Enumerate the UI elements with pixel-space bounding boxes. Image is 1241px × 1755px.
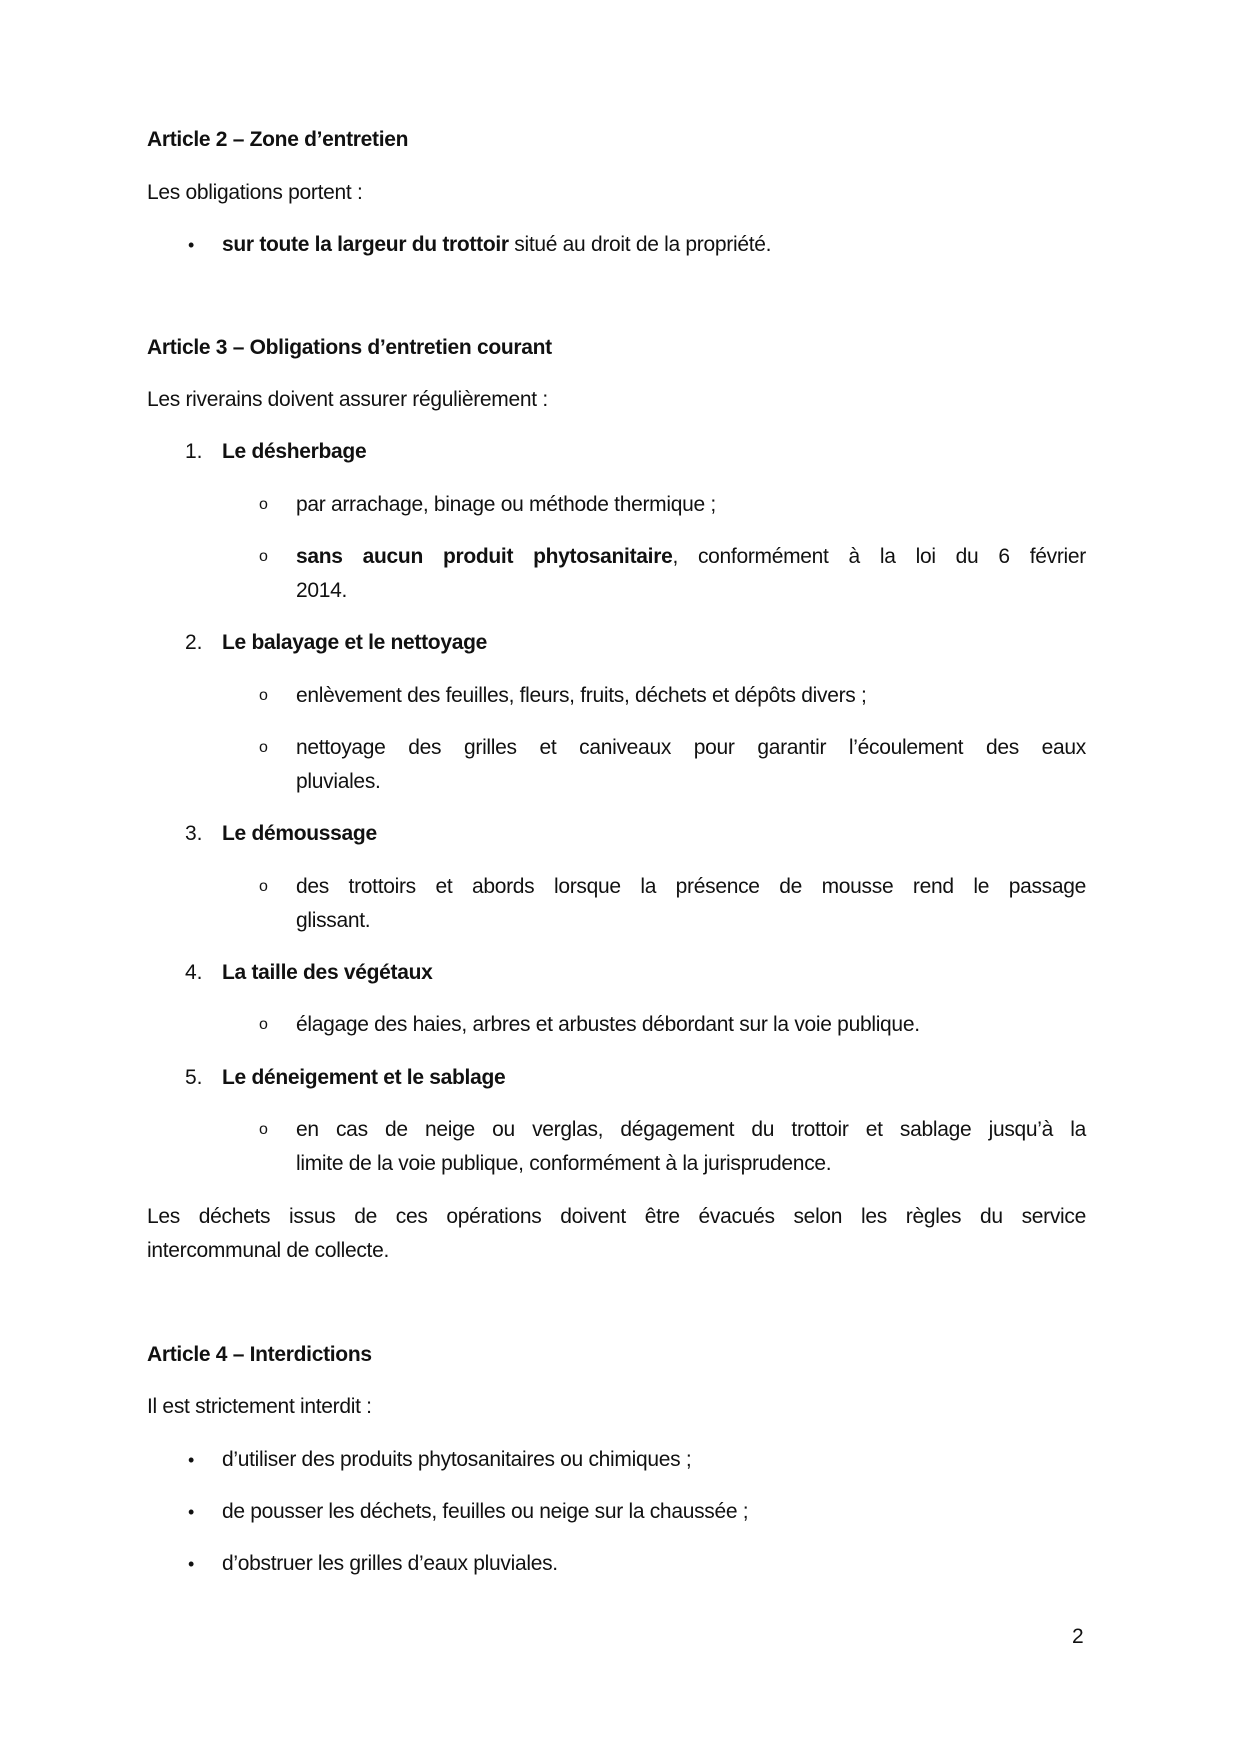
list-item-title: Le désherbage	[222, 440, 367, 463]
sub-item: élagage des haies, arbres et arbustes débordant sur la voie publique.	[296, 1013, 920, 1036]
article-2-bullet	[222, 231, 771, 259]
article-3-heading: Article 3 – Obligations d’entretien courant	[147, 336, 552, 359]
list-number: 5.	[185, 1066, 203, 1089]
sub-item-bold: sans aucun produit phytosanitaire	[296, 545, 673, 568]
article-2-heading: Article 2 – Zone d’entretien	[147, 128, 409, 151]
article-4-bullet: d’obstruer les grilles d’eaux pluviales.	[222, 1552, 558, 1575]
article-2-intro: Les obligations portent :	[147, 181, 363, 204]
circle-bullet-icon: o	[259, 496, 268, 513]
circle-bullet-icon: o	[259, 548, 268, 565]
bullet-icon: •	[188, 1554, 195, 1574]
article-3-closing-continuation: intercommunal de collecte.	[147, 1239, 389, 1262]
bullet-icon: •	[188, 235, 195, 255]
article-4-intro: Il est strictement interdit :	[147, 1395, 372, 1418]
page-number: 2	[1072, 1625, 1084, 1648]
bullet-icon: •	[188, 1502, 195, 1522]
list-number: 3.	[185, 822, 203, 845]
circle-bullet-icon: o	[259, 739, 268, 756]
list-item-title: La taille des végétaux	[222, 961, 433, 984]
bullet-text: situé au droit de la propriété.	[508, 233, 772, 256]
sub-item-continuation: pluviales.	[296, 770, 381, 793]
sub-item-continuation: 2014.	[296, 579, 348, 602]
circle-bullet-icon: o	[259, 687, 268, 704]
sub-item: enlèvement des feuilles, fleurs, fruits, déchets et dépôts divers ;	[296, 684, 867, 707]
article-4-bullet: de pousser les déchets, feuilles ou neige sur la chaussée ;	[222, 1500, 749, 1523]
list-number: 1.	[185, 440, 203, 463]
circle-bullet-icon: o	[259, 1016, 268, 1033]
bullet-bold-text: sur toute la largeur du trottoir	[222, 233, 509, 256]
list-item-title: Le démoussage	[222, 822, 377, 845]
sub-item	[296, 543, 1086, 571]
sub-item: des trottoirs et abords lorsque la présence de mousse rend le passage	[296, 875, 1086, 898]
sub-item-continuation: limite de la voie publique, conformément à la jurisprudence.	[296, 1152, 832, 1175]
sub-item: par arrachage, binage ou méthode thermique ;	[296, 493, 716, 516]
circle-bullet-icon: o	[259, 1121, 268, 1138]
article-4-heading: Article 4 – Interdictions	[147, 1343, 372, 1366]
article-3-closing: Les déchets issus de ces opérations doivent être évacués selon les règles du service	[147, 1205, 1086, 1228]
list-number: 2.	[185, 631, 203, 654]
sub-item-continuation: glissant.	[296, 909, 371, 932]
list-item-title: Le déneigement et le sablage	[222, 1066, 506, 1089]
bullet-icon: •	[188, 1450, 195, 1470]
circle-bullet-icon: o	[259, 878, 268, 895]
article-4-bullet: d’utiliser des produits phytosanitaires ou chimiques ;	[222, 1448, 692, 1471]
sub-item-text: , conformément à la loi du 6 février	[672, 545, 1086, 568]
list-item-title: Le balayage et le nettoyage	[222, 631, 488, 654]
sub-item: nettoyage des grilles et caniveaux pour garantir l’écoulement des eaux	[296, 736, 1086, 759]
list-number: 4.	[185, 961, 203, 984]
article-3-intro: Les riverains doivent assurer régulièrement :	[147, 388, 548, 411]
sub-item: en cas de neige ou verglas, dégagement du trottoir et sablage jusqu’à la	[296, 1118, 1086, 1141]
